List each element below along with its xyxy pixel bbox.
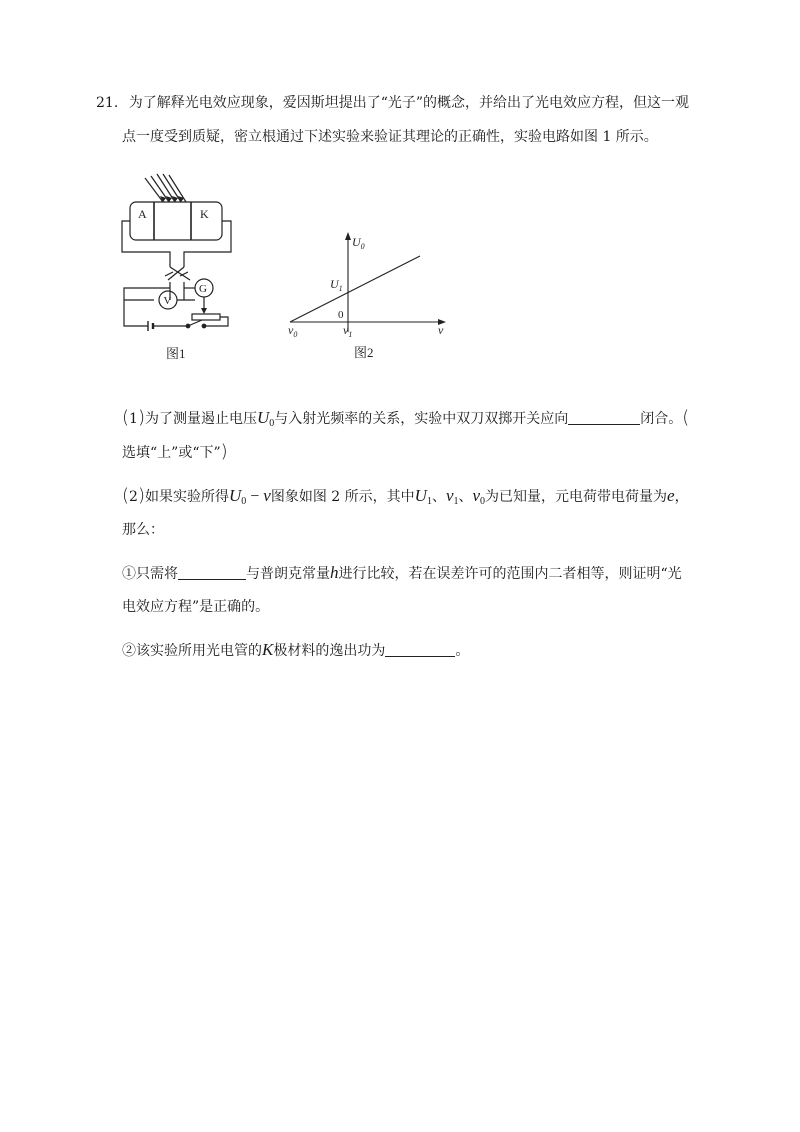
sub1-var-h: h [330, 563, 339, 582]
sub2-answer-blank[interactable] [385, 642, 455, 657]
sub2-line1 [122, 640, 469, 661]
figure1-caption: 图1 [166, 346, 186, 361]
svg-text:ν1: $\nu_1$ [343, 323, 353, 339]
part1-line2: 选填“上”或“下”) [122, 441, 228, 462]
part2-var-u1: U [414, 486, 427, 505]
sub1-marker: ① [122, 566, 136, 582]
part1-var-u: U [256, 408, 270, 427]
part2-var-v1: ν [445, 486, 454, 505]
question-intro-line2: 点一度受到质疑，密立根通过下述实验来验证其理论的正确性，实验电路如图 1 所示。 [122, 129, 658, 145]
svg-text:ν0: $\nu_0$ [288, 323, 298, 339]
svg-text:U1: $U_1$ [330, 277, 343, 293]
figure1-circuit-diagram [118, 172, 238, 364]
part2-text-a: 如果实验所得 [144, 489, 229, 505]
part2-var-v: ν [263, 486, 271, 505]
y-axis-label: U [352, 235, 361, 249]
u1-label: U [330, 277, 339, 291]
part2-text-c: 为已知量，元电荷带电荷量为 [485, 489, 668, 505]
sub2-marker: ② [122, 643, 136, 659]
part1-text-b: 与入射光频率的关系，实验中双刀双掷开关应向 [274, 411, 569, 427]
sub1-line1 [122, 563, 682, 584]
graph-line [290, 256, 420, 322]
sub2-text-c: 。 [455, 643, 470, 659]
question-number: 21. [96, 95, 119, 111]
sub1-text-a: 只需将 [136, 566, 178, 582]
part1-text-a: 为了测量遏止电压 [144, 411, 257, 427]
sub1-answer-blank[interactable] [178, 565, 246, 580]
part2-var-e: e [667, 486, 675, 505]
part1-number: 1 [129, 411, 138, 427]
sub1-line2: 电效应方程”是正确的。 [122, 599, 270, 615]
x-axis-label: ν [438, 323, 444, 337]
part1-hint: 选填“上”或“下” [122, 445, 221, 461]
figure2-graph [282, 226, 462, 366]
phototube-label-k: K [200, 207, 209, 221]
phototube-label-a: A [138, 207, 147, 221]
part2-number: 2 [129, 489, 138, 505]
part2-var-v0: ν [472, 486, 481, 505]
rheostat [192, 314, 220, 320]
sub1-text-c: 进行比较，若在误差许可的范围内二者相等，则证明“光 [338, 566, 682, 582]
sub1-text-b: 与普朗克常量 [246, 566, 330, 582]
voltmeter-label: V [163, 295, 172, 307]
v1-label: ν [343, 323, 349, 337]
part1-text-c: 闭合。 [640, 411, 683, 427]
v0-label: ν [288, 323, 294, 337]
question-intro-text1: 为了解释光电效应现象，爱因斯坦提出了“光子”的概念，并给出了光电效应方程，但这一观 [128, 95, 690, 111]
figure2-caption: 图2 [354, 345, 374, 360]
question-intro-line1 [96, 93, 689, 113]
sub2-text-a: 该实验所用光电管的 [136, 643, 262, 659]
part2-line1: (2)如果实验所得$U_0 - \nu$图象如图 2 所示，其中$U_1$、$\nu_1$、$\nu_0$为已知量，元电荷带电荷量为e， [122, 485, 689, 507]
part1-line1: (1)为了测量遏止电压$U_0$与入射光频率的关系，实验中双刀双掷开关应向 闭合。( [122, 407, 690, 429]
part2-line2: 那么： [122, 522, 164, 538]
origin-label: 0 [338, 309, 344, 321]
svg-text:U0: $U_0$ [352, 235, 365, 251]
sub2-text-b: 极材料的逸出功为 [273, 643, 386, 659]
part1-answer-blank[interactable] [568, 410, 640, 425]
part2-var-u0: U [228, 486, 242, 505]
galvanometer-label: G [199, 283, 207, 295]
sub2-var-k: K [262, 640, 274, 659]
part2-text-b: 图象如图 2 所示，其中 [270, 489, 415, 505]
